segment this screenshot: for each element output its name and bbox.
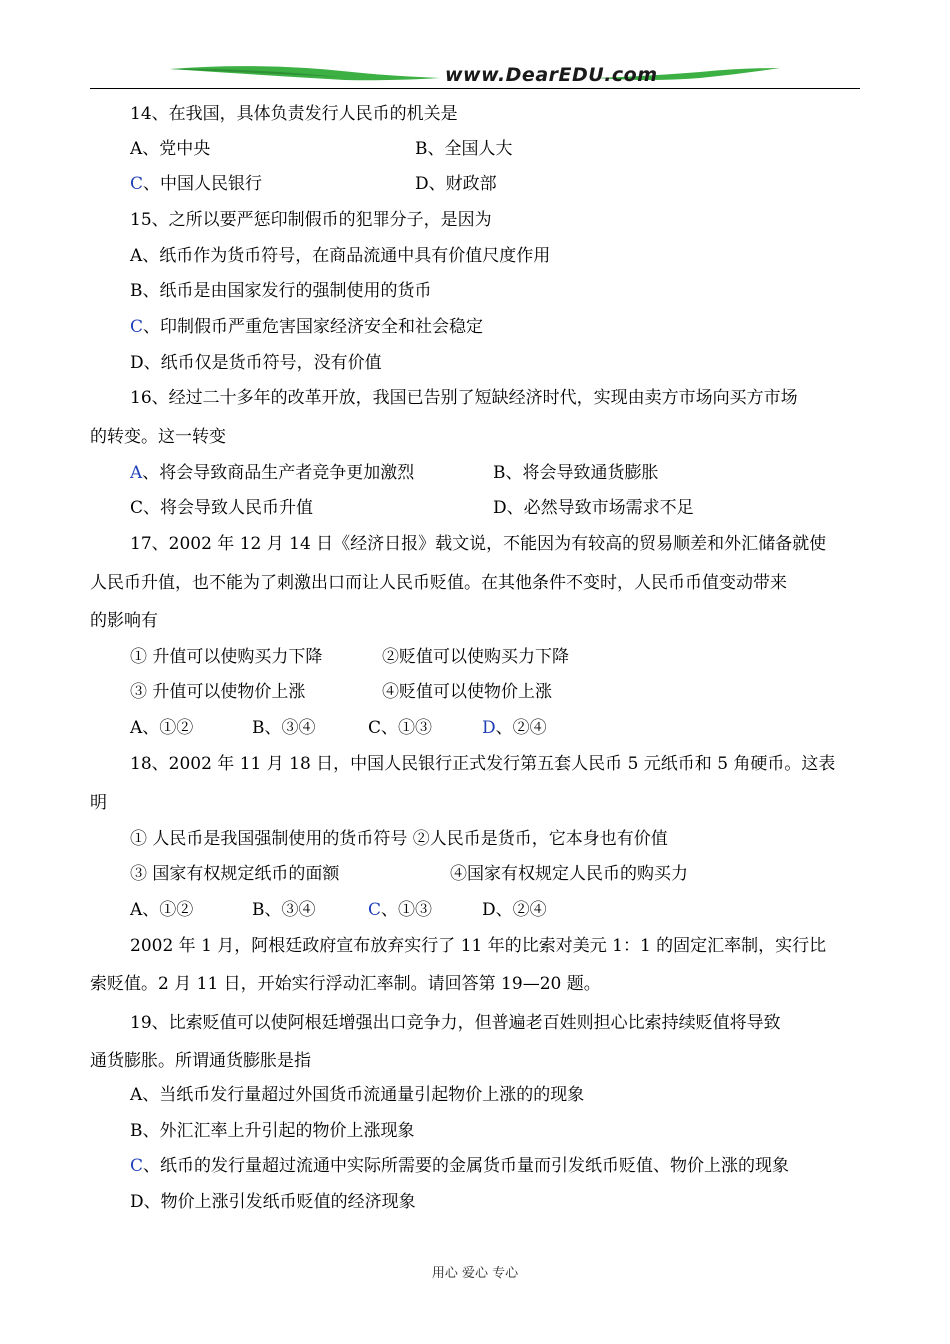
- passage-intro-cont: 索贬值。2 月 11 日，开始实行浮动汇率制。请回答第 19—20 题。: [90, 974, 601, 994]
- answer-letter: C: [130, 1156, 144, 1176]
- q14-option-d: D、财政部: [415, 174, 497, 194]
- q15-option-a: A、纸币作为货币符号，在商品流通中具有价值尺度作用: [130, 246, 551, 266]
- answer-letter: D: [482, 718, 496, 738]
- q17-statement-2: ②贬值可以使购买力下降: [382, 647, 569, 667]
- q17-option-b: B、③④: [252, 718, 316, 738]
- q17-statement-4: ④贬值可以使物价上涨: [382, 682, 552, 702]
- q17-option-c: C、①③: [368, 718, 433, 738]
- q17-statement-3: ③ 升值可以使物价上涨: [130, 682, 306, 702]
- q14-option-c: C、中国人民银行: [130, 174, 263, 194]
- q16-option-a: A、将会导致商品生产者竞争更加激烈: [130, 463, 415, 483]
- q19-option-b: B、外汇汇率上升引起的物价上涨现象: [130, 1121, 415, 1141]
- q17-option-a: A、①②: [130, 718, 194, 738]
- question-17-stem-cont-2: 的影响有: [90, 611, 158, 631]
- answer-letter: C: [368, 900, 382, 920]
- question-17-stem: 17、2002 年 12 月 14 日《经济日报》载文说，不能因为有较高的贸易顺差和外汇储备就使: [130, 534, 827, 554]
- question-15-stem: 15、之所以要严惩印制假币的犯罪分子，是因为: [130, 210, 492, 230]
- q18-option-b: B、③④: [252, 900, 316, 920]
- q17-option-d: D、②④: [482, 718, 547, 738]
- question-18-stem-cont: 明: [90, 793, 107, 813]
- q19-option-a: A、当纸币发行量超过外国货币流通量引起物价上涨的的现象: [130, 1085, 585, 1105]
- site-logo-text: www.DearEDU.com: [445, 64, 658, 86]
- answer-letter: C: [130, 174, 144, 194]
- passage-intro: 2002 年 1 月，阿根廷政府宣布放弃实行了 11 年的比索对美元 1：1 的固定汇率制，实行比: [130, 936, 827, 956]
- q15-option-c: C、印制假币严重危害国家经济安全和社会稳定: [130, 317, 484, 337]
- q16-option-c: C、将会导致人民币升值: [130, 498, 314, 518]
- question-16-stem-cont: 的转变。这一转变: [90, 427, 226, 447]
- header-divider: [90, 88, 860, 89]
- q15-option-b: B、纸币是由国家发行的强制使用的货币: [130, 281, 432, 301]
- question-17-stem-cont-1: 人民币升值，也不能为了刺激出口而让人民币贬值。在其他条件不变时，人民币币值变动带来: [90, 573, 787, 593]
- q18-statement-3: ③ 国家有权规定纸币的面额: [130, 864, 340, 884]
- question-18-stem: 18、2002 年 11 月 18 日，中国人民银行正式发行第五套人民币 5 元纸币和 5 角硬币。这表: [130, 754, 836, 774]
- q14-option-a: A、党中央: [130, 139, 211, 159]
- q17-statement-1: ① 升值可以使购买力下降: [130, 647, 323, 667]
- q19-option-c: C、纸币的发行量超过流通中实际所需要的金属货币量而引发纸币贬值、物价上涨的现象: [130, 1156, 790, 1176]
- q16-option-b: B、将会导致通货膨胀: [493, 463, 659, 483]
- q14-option-b: B、全国人大: [415, 139, 513, 159]
- q16-option-d: D、必然导致市场需求不足: [493, 498, 694, 518]
- question-16-stem: 16、经过二十多年的改革开放，我国已告别了短缺经济时代，实现由卖方市场向买方市场: [130, 388, 798, 408]
- q15-option-d: D、纸币仅是货币符号，没有价值: [130, 353, 382, 373]
- answer-letter: A: [130, 463, 143, 483]
- q18-option-c: C、①③: [368, 900, 433, 920]
- page-footer: 用心 爱心 专心: [431, 1266, 519, 1281]
- answer-letter: C: [130, 317, 144, 337]
- question-14-stem: 14、在我国，具体负责发行人民币的机关是: [130, 104, 458, 124]
- q18-option-a: A、①②: [130, 900, 194, 920]
- question-19-stem-cont: 通货膨胀。所谓通货膨胀是指: [90, 1051, 311, 1071]
- q18-statements-1-2: ① 人民币是我国强制使用的货币符号 ②人民币是货币，它本身也有价值: [130, 829, 668, 849]
- q18-option-d: D、②④: [482, 900, 547, 920]
- q19-option-d: D、物价上涨引发纸币贬值的经济现象: [130, 1192, 416, 1212]
- q18-statement-4: ④国家有权规定人民币的购买力: [450, 864, 688, 884]
- question-19-stem: 19、比索贬值可以使阿根廷增强出口竞争力，但普遍老百姓则担心比索持续贬值将导致: [130, 1013, 781, 1033]
